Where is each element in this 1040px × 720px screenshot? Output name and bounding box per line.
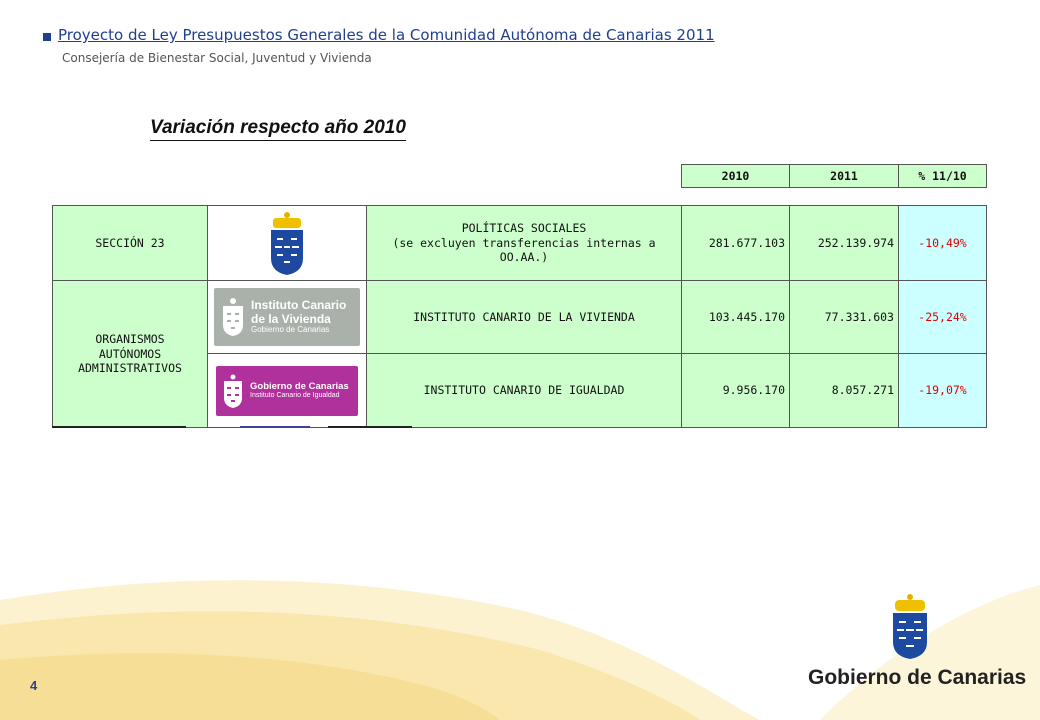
column-header-2010: 2010 [681,164,790,188]
presentation-title-link[interactable]: Proyecto de Ley Presupuestos Generales de la Comunidad Autónoma de Canarias 2011 [58,26,715,44]
department-subtitle: Consejería de Bienestar Social, Juventud y Vivienda [62,51,372,65]
igualdad-logo-line2: Instituto Canario de Igualdad [250,392,340,399]
coat-of-arms-icon [267,210,307,276]
bullet-icon [43,33,51,41]
row-name-politicas-title: POLÍTICAS SOCIALES [461,221,587,236]
row-name-vivienda: INSTITUTO CANARIO DE LA VIVIENDA [366,280,682,354]
gobierno-brand-text: Gobierno de Canarias [808,666,1027,689]
row-politicas-2010: 281.677.103 [681,205,790,281]
row-igualdad-2010: 9.956.170 [681,353,790,428]
row-politicas-2011: 252.139.974 [789,205,899,281]
logo-cell-gobierno [207,205,367,281]
table-bottom-line-right [328,426,412,428]
row-name-politicas [366,205,682,281]
row-name-igualdad: INSTITUTO CANARIO DE IGUALDAD [366,353,682,428]
table-bottom-line-left [52,426,186,428]
igualdad-logo [216,366,358,416]
logo-cell-igualdad [207,353,367,428]
row-vivienda-2011: 77.331.603 [789,280,899,354]
column-header-pct: % 11/10 [898,164,987,188]
igualdad-shield-icon [222,373,244,409]
row-igualdad-2011: 8.057.271 [789,353,899,428]
vivienda-logo-line2: de la Vivienda [251,311,331,326]
row-name-politicas-note: (se excluyen transferencias internas a OO.AA.) [392,235,656,265]
vivienda-logo-line3: Gobierno de Canarias [251,324,330,334]
vivienda-shield-icon [220,297,246,337]
table-bottom-line-mid [240,426,310,428]
page-number: 4 [30,678,38,693]
slide-title: Variación respecto año 2010 [150,117,406,141]
row-igualdad-pct: -19,07% [898,353,987,428]
gobierno-coat-of-arms-icon [890,592,930,660]
row-vivienda-pct: -25,24% [898,280,987,354]
section-label: SECCIÓN 23 [52,205,208,281]
row-politicas-pct: -10,49% [898,205,987,281]
logo-cell-vivienda [207,280,367,354]
igualdad-logo-line1: Gobierno de Canarias [250,380,349,392]
column-header-2011: 2011 [789,164,899,188]
organismos-label: ORGANISMOS AUTÓNOMOS ADMINISTRATIVOS [52,280,208,428]
vivienda-logo [214,288,360,346]
vivienda-logo-line1: Instituto Canario [251,298,347,313]
row-vivienda-2010: 103.445.170 [681,280,790,354]
